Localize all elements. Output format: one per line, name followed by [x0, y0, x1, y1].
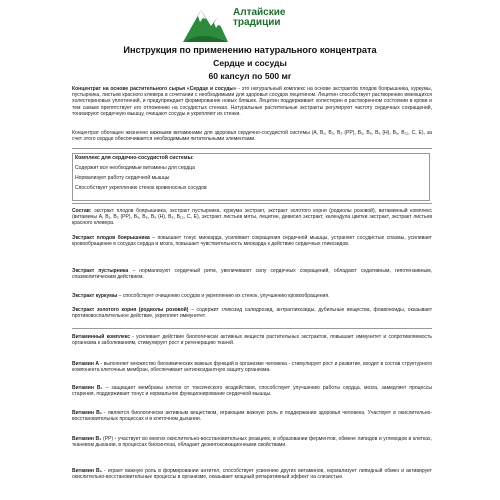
section-hawthorn	[72, 235, 432, 247]
section-text: – нормализуют сердечный ритм, увеличивают силу сердечных сокращений, обладают седативным, гипотензивным, спазмолитическим действием.	[72, 268, 432, 281]
section-label: Экстракт плодов боярышника	[72, 235, 150, 241]
brand-name	[233, 8, 285, 28]
intro-paragraph	[72, 86, 432, 117]
section-text: - выполняет множество биохимических важных функций в организме человека - стимулирует рост и развитие, входит в состав структурного компонента клеточных мембран, обеспечивает антиоксидантную защиту организма.	[72, 361, 433, 374]
section-label: Витамин B₃	[72, 436, 102, 442]
complex-item: Способствует укреплению стенок кровеносных сосудов	[75, 185, 207, 191]
complex-item: Нормализует работу сердечной мышцы	[75, 175, 170, 181]
divider	[72, 328, 432, 329]
composition-text: экстракт плодов боярышника, экстракт пустырника, куркума экстракт, экстракт золотого корня (родиолы розовой), витаминный комплекс (витамины A, B₁, B₂ (PP), B₅, B₆, B₉ (H), B₉, B₁₂, C, E), экстракт листьев мяты, лецитин, девисил экстракт, календула цветки экстракт, экстракт листьев красного клевера.	[72, 208, 432, 227]
section-text: - играет важную роль в формировании антител, способствует усвоению других витаминов, нормализует липидный обмен и активирует окислительно-восстановительные процессы в организме, оказывает мощный репаративный эффект на слизистые.	[72, 468, 432, 481]
section-vitamin-b1	[72, 385, 432, 397]
section-label: Экстракт пустырника	[72, 268, 129, 274]
section-text: - усиливает действие биологически активных веществ растительных экстрактов, повышает иммунитет и сопротивляемость организма к заболеваниям, стимулирует рост и регенерацию тканей.	[72, 334, 433, 347]
section-vitamin-b2	[72, 410, 432, 422]
brand-logo	[181, 4, 321, 44]
section-label: Витаминный комплекс	[72, 334, 131, 340]
complex-title: Комплекс для сердечно-сосудистой системы:	[75, 155, 194, 161]
section-text: – защищает мембраны клеток от токсического воздействия, способствует улучшению работы сердца, мозга, замедляет процессы старения, поддерживает тонус и нормальное функционирование сердечной мышцы.	[72, 385, 433, 398]
section-label: Экстракт куркумы	[72, 293, 118, 299]
section-text: – повышает тонус миокарда, усиливает сокращения сердечной мышцы, устраняет сосудистые спазмы, усиливает кровообращение в сосудах сердца и мозга, повышает чувствительность миокарда к действию сердечных гликозидов.	[72, 235, 432, 248]
product-dosage: 60 капсул по 500 мг	[208, 71, 292, 81]
intro-lead: Концентрат на основе растительного сырья «Сердце и сосуды»	[72, 86, 237, 92]
product-name: Сердце и сосуды	[213, 58, 287, 68]
section-rhodiola	[72, 307, 432, 319]
section-label: Витамин A	[72, 361, 100, 367]
section-label: Витамин B₅	[72, 468, 102, 474]
section-motherwort	[72, 268, 432, 280]
divider	[72, 203, 432, 204]
section-turmeric	[72, 293, 432, 299]
section-vitamin-b5	[72, 468, 432, 480]
composition-label: Состав:	[72, 208, 92, 214]
page-title: Инструкция по применению натурального концентрата	[123, 45, 377, 55]
section-text: – способствует очищению сосудов и укреплению их стенок, улучшению кровообращения.	[117, 293, 330, 299]
section-label: Экстракт золотого корня (родиолы розовой)	[72, 307, 189, 313]
mountain-logo-icon	[181, 4, 229, 44]
section-label: Витамин B₁	[72, 385, 103, 391]
section-text: – содержит гликозид салидрозид, антрагликозиды, дубильные вещества, флавоноиды, оказывает противовоспалительное действие, укрепляет иммунитет.	[72, 307, 432, 320]
intro-vitamins: Концентрат обогащен жизненно важными витаминами для здоровья сердечно-сосудистой системы (A, B₁, B₂, B₃ (PP), B₅, B₆, B₉ (H), B₉, B₁₂, C, E), за счет этого сердце обеспечивается необходимыми питательными элементами.	[72, 130, 432, 143]
section-label: Витамин B₂	[72, 410, 102, 416]
section-vitamin-b3	[72, 436, 432, 448]
complex-box	[72, 153, 430, 201]
composition-paragraph	[72, 208, 432, 227]
complex-item: Содержит все необходимые витамины для сердца	[75, 165, 195, 171]
brand-name-line2: традиции	[233, 17, 281, 28]
section-vitamin-complex	[72, 334, 432, 346]
brand-name-line1: Алтайские	[233, 7, 286, 18]
section-vitamin-a	[72, 361, 432, 373]
divider	[72, 148, 432, 149]
section-text: (PP) - участвует во многих окислительно-восстановительных реакциях, в образовании ферментов, обмене липидов и углеводов в клетках, тканевом дыхании, в процессах биосинтеза, обладает дезинтоксикационными свойствами.	[72, 436, 432, 449]
section-text: - является биологически активным веществом, играющим важную роль в поддержании здоровья человека. Участвует в окислительно-восстановительных процессах и в клеточном дыхании.	[72, 410, 432, 423]
intro-body: - это натуральный комплекс на основе экстрактов плодов боярышника, куркумы, пустырника, листьев красного клевера в сочетании с необходимыми для здоровья сосудов лецитином. Лецитин способствует растворению имеющихся холестериновых уплотнений, и предупреждает формирование новых бляшек. Лецитин поддерживает холестерин в растворенном состоянии в крови и тем самым препятствует его отложению на сосудистых стенках. Натуральные растительные экстракты регулируют частоту сердечных сокращений, тонизируют сердечную мышцу, очищают сосуды и укрепляют их стенки.	[72, 86, 432, 117]
